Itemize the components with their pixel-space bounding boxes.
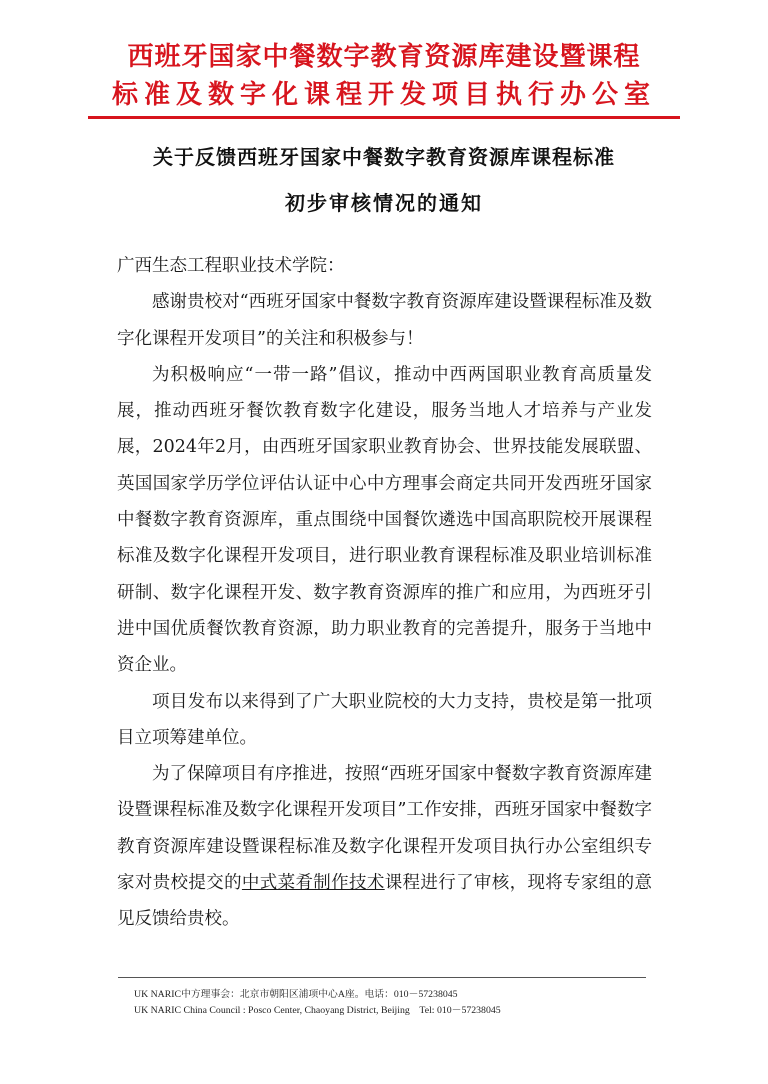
title-line-1: 关于反馈西班牙国家中餐数字教育资源库课程标准 (153, 145, 615, 169)
footer-divider (118, 977, 646, 978)
footer-line-1: UK NARIC中方理事会：北京市朝阳区浦项中心A座。电话：010－57238045 (134, 989, 458, 1000)
letterhead (0, 38, 768, 114)
paragraph-4 (117, 756, 652, 937)
letterhead-line-1: 西班牙国家中餐数字教育资源库建设暨课程 (127, 42, 641, 72)
paragraph-4-start: 为了保障项目有序推进，按照“西班牙国家中餐数字教育资源库建设暨课程标准及数字化课程开发项目”工作安排，西班牙国家中餐数字教育资源库建设暨课程标准及数字化课程开发项目执行办公室组织专家对贵校提交的 (117, 764, 652, 894)
title-line-2: 初步审核情况的通知 (285, 191, 483, 215)
paragraph-3: 项目发布以来得到了广大职业院校的大力支持，贵校是第一批项目立项筹建单位。 (117, 691, 652, 748)
document-body (117, 248, 652, 938)
footer-line-2: UK NARIC China Council : Posco Center, Chaoyang District, Beijing Tel: 010－57238045 (134, 1005, 501, 1016)
letterhead-divider (88, 116, 680, 119)
paragraph-2: 为积极响应“一带一路”倡议，推动中西两国职业教育高质量发展，推动西班牙餐饮教育数字化建设，服务当地人才培养与产业发展，2024年2月，由西班牙国家职业教育协会、世界技能发展联盟、英国国家学历学位评估认证中心中方理事会商定共同开发西班牙国家中餐数字教育资源库，重点围绕中国餐饮遴选中国高职院校开展课程标准及数字化课程开发项目，进行职业教育课程标准及职业培训标准研制、数字化课程开发、数字教育资源库的推广和应用，为西班牙引进中国优质餐饮教育资源，助力职业教育的完善提升，服务于当地中资企业。 (117, 364, 652, 676)
footer (134, 987, 501, 1019)
course-name: 中式菜肴制作技术 (241, 873, 385, 894)
document-title (0, 142, 768, 218)
paragraph-1: 感谢贵校对“西班牙国家中餐数字教育资源库建设暨课程标准及数字化课程开发项目”的关注和积极参与！ (117, 292, 652, 349)
salutation: 广西生态工程职业技术学院： (117, 256, 345, 276)
paragraph-4-end: 课程进行了审核，现将专家组的意见反馈给贵校。 (117, 873, 653, 930)
letterhead-line-2: 标准及数字化课程开发项目执行办公室 (111, 80, 656, 110)
